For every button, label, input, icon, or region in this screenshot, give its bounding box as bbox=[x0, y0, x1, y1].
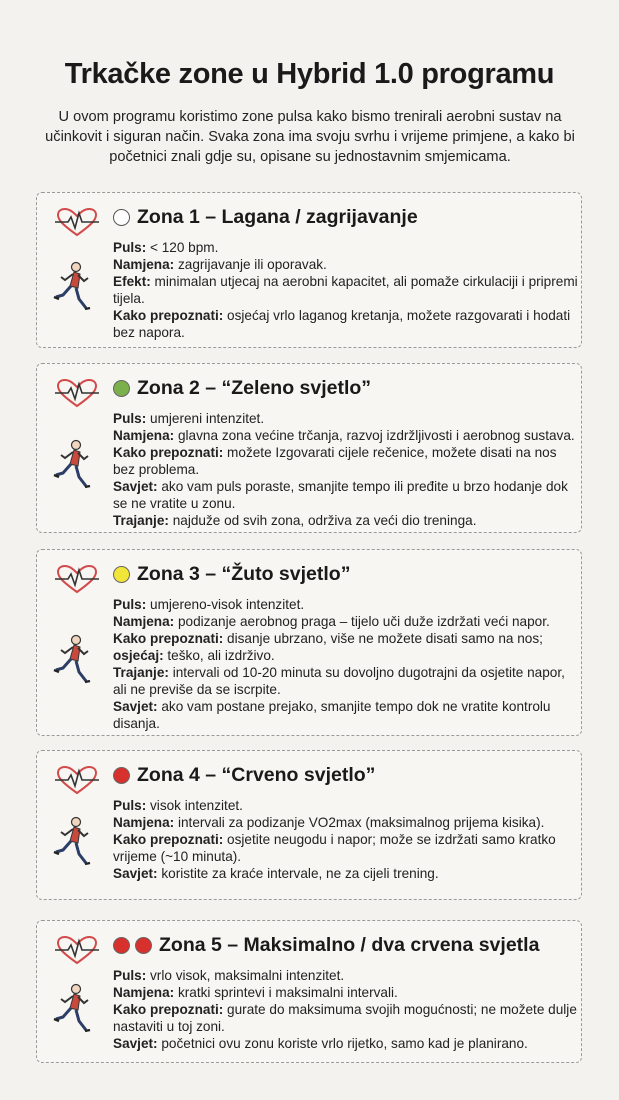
detail-label: Namjena: bbox=[113, 257, 175, 272]
detail-text: glavna zona većine trčanja, razvoj izdržljivosti i aerobnog sustava. bbox=[174, 428, 575, 443]
zone-header bbox=[113, 563, 350, 586]
detail-text: osjećaj vrlo laganog kretanja, možete razgovarati i hodati bez napora. bbox=[113, 308, 571, 340]
zone-detail-row bbox=[113, 814, 579, 831]
detail-label: Kako prepoznati: bbox=[113, 308, 224, 323]
zone-detail-row bbox=[113, 647, 579, 664]
detail-label: Namjena: bbox=[113, 985, 175, 1000]
detail-label: Puls: bbox=[113, 240, 147, 255]
detail-label: Efekt: bbox=[113, 274, 151, 289]
zone-detail-row bbox=[113, 256, 579, 273]
detail-text: disanje ubrzano, više ne možete disati samo na nos; bbox=[223, 631, 543, 646]
zone-header bbox=[113, 206, 418, 229]
zone-details bbox=[113, 410, 579, 529]
detail-text: visok intenzitet. bbox=[146, 798, 243, 813]
zone-detail-row bbox=[113, 664, 579, 698]
detail-label: Puls: bbox=[113, 968, 147, 983]
detail-label: Savjet: bbox=[113, 699, 158, 714]
zone-dot-icon bbox=[113, 767, 130, 784]
zone-details bbox=[113, 967, 579, 1052]
detail-text: ako vam postane prejako, smanjite tempo dok ne vratite kontrolu disanja. bbox=[113, 699, 551, 731]
zone-detail-row bbox=[113, 427, 579, 444]
detail-label: Namjena: bbox=[113, 815, 175, 830]
zone-detail-row bbox=[113, 630, 579, 647]
zone-dot-icon bbox=[113, 380, 130, 397]
detail-label: Savjet: bbox=[113, 866, 158, 881]
detail-label: osjećaj: bbox=[113, 648, 164, 663]
detail-text: najduže od svih zona, održiva za veći dio treninga. bbox=[168, 513, 477, 528]
detail-label: Savjet: bbox=[113, 479, 158, 494]
detail-label: Kako prepoznati: bbox=[113, 1002, 224, 1017]
zone-detail-row bbox=[113, 613, 579, 630]
zone-detail-row bbox=[113, 410, 579, 427]
heart-pulse-icon bbox=[55, 935, 99, 965]
zone-detail-row bbox=[113, 1001, 579, 1035]
zone-detail-row bbox=[113, 967, 579, 984]
runner-icon bbox=[51, 816, 93, 868]
detail-label: Puls: bbox=[113, 411, 147, 426]
zone-dot-icon bbox=[135, 937, 152, 954]
detail-label: Trajanje: bbox=[113, 665, 169, 680]
zone-card-3 bbox=[36, 549, 582, 736]
zone-detail-row bbox=[113, 478, 579, 512]
detail-label: Namjena: bbox=[113, 428, 175, 443]
zone-detail-row bbox=[113, 1035, 579, 1052]
zone-dot-icon bbox=[113, 937, 130, 954]
zone-detail-row bbox=[113, 307, 579, 341]
detail-text: možete Izgovarati cijele rečenice, možete disati na nos bez problema. bbox=[113, 445, 557, 477]
detail-text: intervali za podizanje VO2max (maksimalnog prijema kisika). bbox=[174, 815, 545, 830]
zone-header bbox=[113, 377, 371, 400]
detail-text: ako vam puls poraste, smanjite tempo ili pređite u brzo hodanje dok se ne vratite u zonu. bbox=[113, 479, 568, 511]
runner-icon bbox=[51, 983, 93, 1035]
detail-label: Puls: bbox=[113, 597, 147, 612]
intro-paragraph: U ovom programu koristimo zone pulsa kako bismo trenirali aerobni sustav na učinkovit i siguran način. Svaka zona ima svoju svrhu i vrijeme primjene, a kako bi početnici znali gdje su, opisane su jednostavnim smjemicama. bbox=[45, 109, 575, 165]
zone-detail-row bbox=[113, 512, 579, 529]
zone-card-4 bbox=[36, 750, 582, 900]
detail-text: osjetite neugodu i napor; može se izdržati samo kratko vrijeme (~10 minuta). bbox=[113, 832, 556, 864]
heart-pulse-icon bbox=[55, 207, 99, 237]
zone-dot-icon bbox=[113, 209, 130, 226]
zone-title: Zona 5 – Maksimalno / dva crvena svjetla bbox=[159, 934, 540, 956]
zone-detail-row bbox=[113, 596, 579, 613]
heart-pulse-icon bbox=[55, 765, 99, 795]
zone-header bbox=[113, 934, 539, 957]
detail-label: Savjet: bbox=[113, 1036, 158, 1051]
zone-dot-icon bbox=[113, 566, 130, 583]
detail-text: gurate do maksimuma svojih mogućnosti; ne možete dulje nastaviti u toj zoni. bbox=[113, 1002, 577, 1034]
detail-label: Kako prepoznati: bbox=[113, 445, 224, 460]
detail-label: Kako prepoznati: bbox=[113, 631, 224, 646]
heart-pulse-icon bbox=[55, 564, 99, 594]
detail-label: Puls: bbox=[113, 798, 147, 813]
detail-text: intervali od 10-20 minuta su dovoljno dugotrajni da osjetite napor, ali ne previše da se iscrpite. bbox=[113, 665, 565, 697]
detail-text: zagrijavanje ili oporavak. bbox=[174, 257, 327, 272]
detail-text: kratki sprintevi i maksimalni intervali. bbox=[174, 985, 398, 1000]
zone-detail-row bbox=[113, 865, 579, 882]
zone-detail-row bbox=[113, 698, 579, 732]
zone-header bbox=[113, 764, 375, 787]
zone-title: Zona 4 – “Crveno svjetlo” bbox=[137, 764, 376, 786]
detail-text: umjereno-visok intenzitet. bbox=[146, 597, 305, 612]
zone-detail-row bbox=[113, 273, 579, 307]
zone-detail-row bbox=[113, 797, 579, 814]
zone-details bbox=[113, 239, 579, 341]
detail-label: Namjena: bbox=[113, 614, 175, 629]
detail-text: vrlo visok, maksimalni intenzitet. bbox=[146, 968, 345, 983]
detail-text: < 120 bpm. bbox=[146, 240, 219, 255]
runner-icon bbox=[51, 261, 93, 313]
runner-icon bbox=[51, 439, 93, 491]
runner-icon bbox=[51, 634, 93, 686]
zone-title: Zona 1 – Lagana / zagrijavanje bbox=[137, 206, 418, 228]
detail-text: podizanje aerobnog praga – tijelo uči duže izdržati veći napor. bbox=[174, 614, 550, 629]
zone-title: Zona 2 – “Zeleno svjetlo” bbox=[137, 377, 372, 399]
zone-detail-row bbox=[113, 831, 579, 865]
detail-text: koristite za kraće intervale, ne za cijeli trening. bbox=[157, 866, 439, 881]
zone-card-1 bbox=[36, 192, 582, 348]
zone-detail-row bbox=[113, 239, 579, 256]
detail-label: Trajanje: bbox=[113, 513, 169, 528]
page-title: Trkačke zone u Hybrid 1.0 programu bbox=[64, 58, 555, 90]
zone-detail-row bbox=[113, 444, 579, 478]
zone-card-5 bbox=[36, 920, 582, 1063]
detail-text: minimalan utjecaj na aerobni kapacitet, ali pomaže cirkulaciji i pripremi tijela. bbox=[113, 274, 578, 306]
detail-text: početnici ovu zonu koriste vrlo rijetko, samo kad je planirano. bbox=[157, 1036, 528, 1051]
detail-text: teško, ali izdrživo. bbox=[163, 648, 275, 663]
zone-card-2 bbox=[36, 363, 582, 533]
heart-pulse-icon bbox=[55, 378, 99, 408]
zone-detail-row bbox=[113, 984, 579, 1001]
zone-details bbox=[113, 797, 579, 882]
detail-text: umjereni intenzitet. bbox=[146, 411, 265, 426]
zone-title: Zona 3 – “Žuto svjetlo” bbox=[137, 563, 351, 585]
detail-label: Kako prepoznati: bbox=[113, 832, 224, 847]
zone-details bbox=[113, 596, 579, 732]
